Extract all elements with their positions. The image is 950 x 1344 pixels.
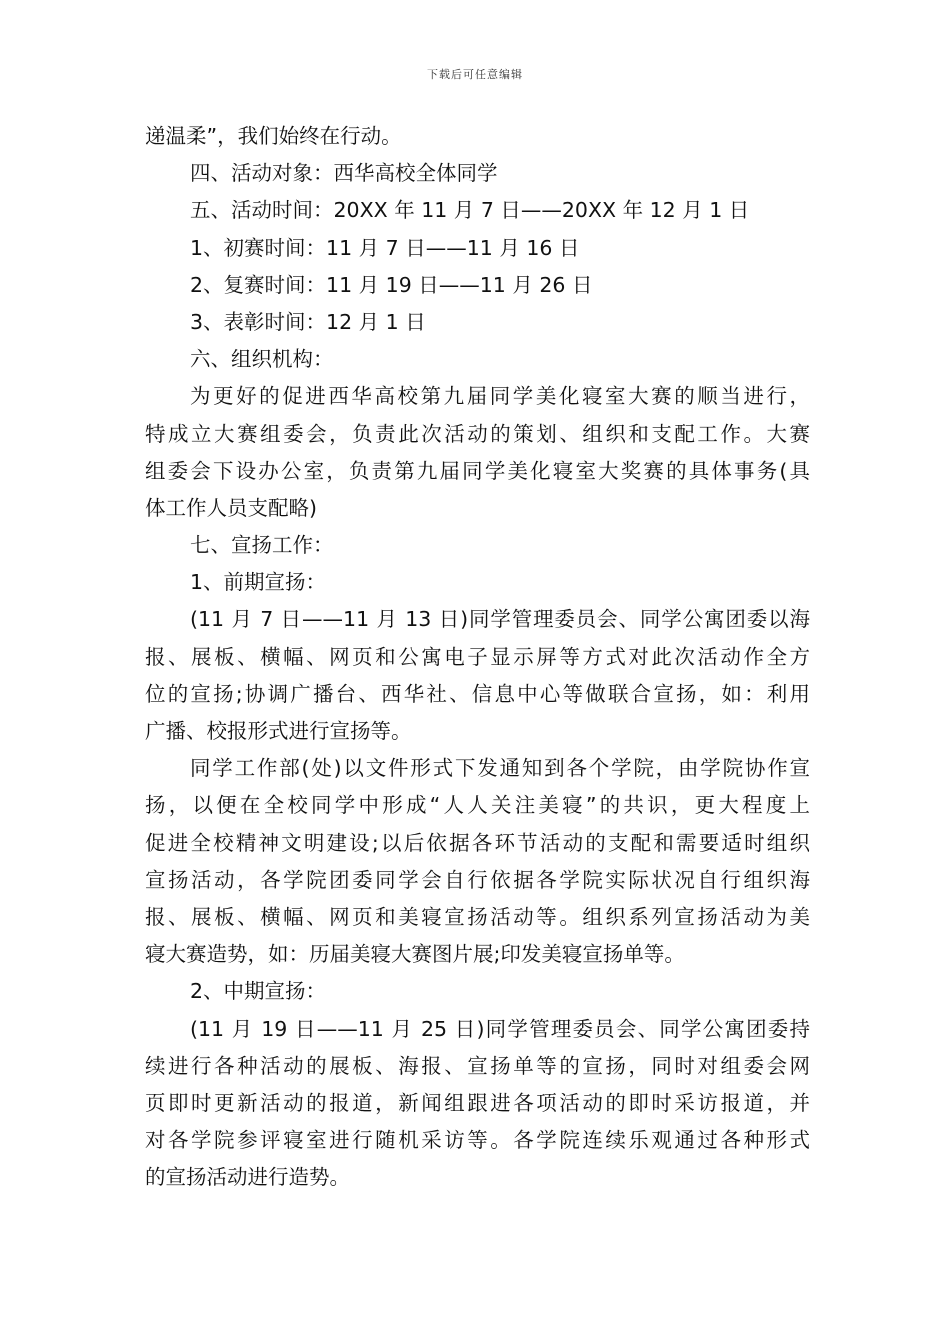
text-line: 宣扬活动，各学院团委同学会自行依据各学院实际状况自行组织海 [145, 867, 810, 892]
text-line: 报、展板、横幅、网页和美寝宣扬活动等。组织系列宣扬活动为美 [145, 904, 810, 929]
text-line: 2、复赛时间：11 月 19 日——11 月 26 日 [190, 272, 593, 297]
text-line: (11 月 19 日——11 月 25 日)同学管理委员会、同学公寓团委持 [190, 1016, 810, 1041]
text-line: 3、表彰时间：12 月 1 日 [190, 309, 426, 334]
text-line: 的宣扬活动进行造势。 [145, 1165, 350, 1190]
text-line: 为更好的促进西华高校第九届同学美化寝室大赛的顺当进行， [190, 384, 810, 409]
text-line: 特成立大赛组委会，负责此次活动的策划、组织和支配工作。大赛 [145, 421, 810, 446]
text-line: 续进行各种活动的展板、海报、宣扬单等的宣扬，同时对组委会网 [145, 1053, 810, 1078]
text-line: 2、中期宣扬： [190, 979, 327, 1004]
text-line: 递温柔”，我们始终在行动。 [145, 124, 402, 148]
text-line: 四、活动对象：西华高校全体同学 [190, 161, 498, 186]
text-line: 同学工作部(处)以文件形式下发通知到各个学院，由学院协作宣 [190, 756, 810, 781]
text-line: 组委会下设办公室，负责第九届同学美化寝室大奖赛的具体事务(具 [145, 458, 810, 483]
text-line: 对各学院参评寝室进行随机采访等。各学院连续乐观通过各种形式 [145, 1128, 810, 1153]
text-line: 促进全校精神文明建设;以后依据各环节活动的支配和需要适时组织 [145, 830, 810, 855]
text-line: 位的宣扬;协调广播台、西华社、信息中心等做联合宣扬，如：利用 [145, 681, 810, 706]
text-line: 寝大赛造势，如：历届美寝大赛图片展;印发美寝宣扬单等。 [145, 942, 685, 967]
text-line: 1、初赛时间：11 月 7 日——11 月 16 日 [190, 235, 580, 260]
text-line: 扬，以便在全校同学中形成“人人关注美寝”的共识，更大程度上 [145, 793, 810, 818]
text-line: 五、活动时间：20XX 年 11 月 7 日——20XX 年 12 月 1 日 [190, 198, 750, 223]
text-line: 页即时更新活动的报道，新闻组跟进各项活动的即时采访报道，并 [145, 1090, 810, 1115]
text-line: 六、组织机构： [190, 347, 334, 372]
text-line: (11 月 7 日——11 月 13 日)同学管理委员会、同学公寓团委以海 [190, 607, 810, 632]
text-line: 体工作人员支配略) [145, 495, 317, 520]
document-body [145, 118, 810, 1196]
text-line: 1、前期宣扬： [190, 570, 327, 595]
text-line: 七、宣扬工作： [190, 533, 334, 558]
text-line: 广播、校报形式进行宣扬等。 [145, 719, 412, 743]
page-header-note: 下载后可任意编辑 [427, 68, 523, 81]
text-line: 报、展板、横幅、网页和公寓电子显示屏等方式对此次活动作全方 [145, 644, 810, 669]
